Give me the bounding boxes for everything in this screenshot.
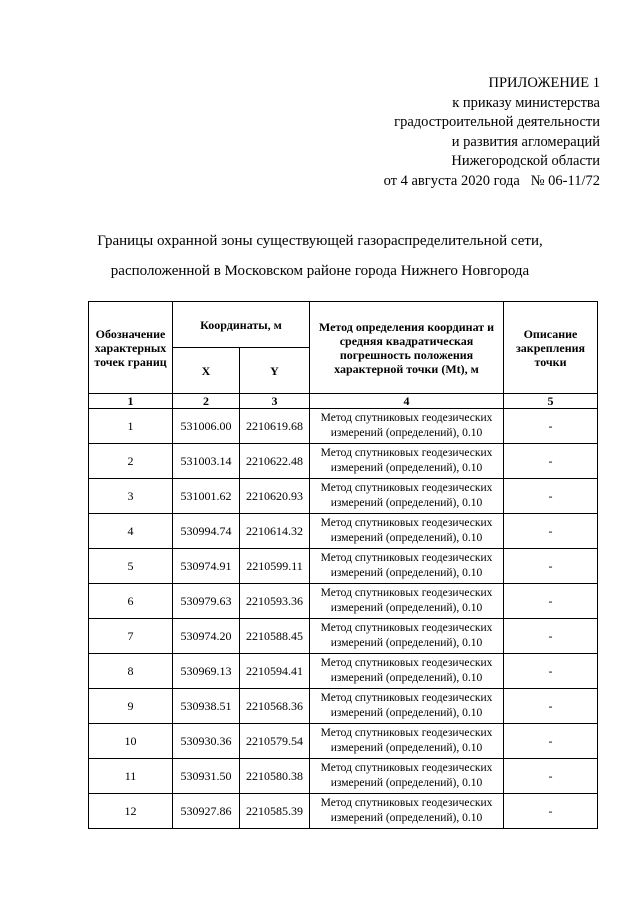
method-cell: Метод спутниковых геодезических измерений (определений), 0.10 bbox=[310, 619, 504, 654]
method-cell: Метод спутниковых геодезических измерений (определений), 0.10 bbox=[310, 759, 504, 794]
point-number: 7 bbox=[89, 619, 173, 654]
point-number: 8 bbox=[89, 654, 173, 689]
method-cell: Метод спутниковых геодезических измерений (определений), 0.10 bbox=[310, 654, 504, 689]
header-y: Y bbox=[240, 348, 310, 394]
table-row bbox=[89, 794, 598, 829]
point-number: 6 bbox=[89, 584, 173, 619]
column-number: 5 bbox=[504, 394, 598, 409]
method-cell: Метод спутниковых геодезических измерений (определений), 0.10 bbox=[310, 689, 504, 724]
table-row bbox=[89, 654, 598, 689]
coordinate-y: 2210620.93 bbox=[240, 479, 310, 514]
point-number: 11 bbox=[89, 759, 173, 794]
column-number: 4 bbox=[310, 394, 504, 409]
point-number: 10 bbox=[89, 724, 173, 759]
table-row bbox=[89, 479, 598, 514]
description-cell: - bbox=[504, 759, 598, 794]
appendix-header bbox=[384, 74, 600, 191]
appendix-line: Нижегородской области bbox=[451, 153, 600, 169]
description-cell: - bbox=[504, 514, 598, 549]
method-cell: Метод спутниковых геодезических измерений (определений), 0.10 bbox=[310, 409, 504, 444]
coordinate-y: 2210568.36 bbox=[240, 689, 310, 724]
appendix-line: и развития агломераций bbox=[451, 133, 600, 150]
coordinate-x: 530930.36 bbox=[173, 724, 240, 759]
description-cell: - bbox=[504, 619, 598, 654]
header-coordinates: Координаты, м bbox=[173, 302, 310, 348]
coordinate-y: 2210619.68 bbox=[240, 409, 310, 444]
table-row bbox=[89, 549, 598, 584]
description-cell: - bbox=[504, 444, 598, 479]
coordinate-y: 2210599.11 bbox=[240, 549, 310, 584]
column-number: 2 bbox=[173, 394, 240, 409]
coordinate-y: 2210580.38 bbox=[240, 759, 310, 794]
title-line-2: расположенной в Московском районе города Нижнего Новгорода bbox=[110, 263, 530, 279]
point-number: 4 bbox=[89, 514, 173, 549]
coordinate-x: 530994.74 bbox=[173, 514, 240, 549]
method-cell: Метод спутниковых геодезических измерений (определений), 0.10 bbox=[310, 444, 504, 479]
description-cell: - bbox=[504, 409, 598, 444]
method-cell: Метод спутниковых геодезических измерений (определений), 0.10 bbox=[310, 479, 504, 514]
appendix-line: к приказу министерства bbox=[452, 94, 600, 111]
coordinate-y: 2210593.36 bbox=[240, 584, 310, 619]
table-row bbox=[89, 759, 598, 794]
method-cell: Метод спутниковых геодезических измерений (определений), 0.10 bbox=[310, 794, 504, 829]
title-line-1: Границы охранной зоны существующей газораспределительной сети, bbox=[97, 233, 543, 249]
description-cell: - bbox=[504, 724, 598, 759]
appendix-order-date: от 4 августа 2020 года № 06-11/72 bbox=[383, 172, 600, 189]
table-row bbox=[89, 724, 598, 759]
coordinate-x: 531003.14 bbox=[173, 444, 240, 479]
column-number: 3 bbox=[240, 394, 310, 409]
coordinate-y: 2210579.54 bbox=[240, 724, 310, 759]
coordinate-y: 2210622.48 bbox=[240, 444, 310, 479]
point-number: 12 bbox=[89, 794, 173, 829]
coordinate-y: 2210614.32 bbox=[240, 514, 310, 549]
method-cell: Метод спутниковых геодезических измерений (определений), 0.10 bbox=[310, 584, 504, 619]
coordinate-x: 530931.50 bbox=[173, 759, 240, 794]
method-cell: Метод спутниковых геодезических измерений (определений), 0.10 bbox=[310, 514, 504, 549]
header-description: Описание закрепления точки bbox=[504, 302, 598, 394]
header-x: X bbox=[173, 348, 240, 394]
table-row bbox=[89, 514, 598, 549]
description-cell: - bbox=[504, 584, 598, 619]
coordinate-x: 530974.20 bbox=[173, 619, 240, 654]
point-number: 9 bbox=[89, 689, 173, 724]
point-number: 2 bbox=[89, 444, 173, 479]
point-number: 1 bbox=[89, 409, 173, 444]
table-row bbox=[89, 619, 598, 654]
description-cell: - bbox=[504, 654, 598, 689]
appendix-line: градостроительной деятельности bbox=[394, 114, 600, 130]
table-row bbox=[89, 689, 598, 724]
point-number: 3 bbox=[89, 479, 173, 514]
document-title bbox=[0, 226, 640, 286]
header-point: Обозначение характерных точек границ bbox=[89, 302, 173, 394]
coordinate-y: 2210594.41 bbox=[240, 654, 310, 689]
coordinate-x: 530979.63 bbox=[173, 584, 240, 619]
point-number: 5 bbox=[89, 549, 173, 584]
coordinate-y: 2210585.39 bbox=[240, 794, 310, 829]
description-cell: - bbox=[504, 794, 598, 829]
coordinate-x: 531006.00 bbox=[173, 409, 240, 444]
header-method: Метод определения координат и средняя квадратическая погрешность положения характерной точки (Mt), м bbox=[310, 302, 504, 394]
table-row bbox=[89, 444, 598, 479]
coordinate-x: 530969.13 bbox=[173, 654, 240, 689]
description-cell: - bbox=[504, 549, 598, 584]
coordinate-x: 531001.62 bbox=[173, 479, 240, 514]
coordinate-x: 530927.86 bbox=[173, 794, 240, 829]
method-cell: Метод спутниковых геодезических измерений (определений), 0.10 bbox=[310, 549, 504, 584]
table-row bbox=[89, 584, 598, 619]
coordinate-x: 530938.51 bbox=[173, 689, 240, 724]
coordinate-x: 530974.91 bbox=[173, 549, 240, 584]
method-cell: Метод спутниковых геодезических измерений (определений), 0.10 bbox=[310, 724, 504, 759]
description-cell: - bbox=[504, 479, 598, 514]
table-row bbox=[89, 409, 598, 444]
coordinates-table bbox=[88, 301, 598, 829]
appendix-title: ПРИЛОЖЕНИЕ 1 bbox=[488, 75, 600, 91]
column-number: 1 bbox=[89, 394, 173, 409]
coordinate-y: 2210588.45 bbox=[240, 619, 310, 654]
description-cell: - bbox=[504, 689, 598, 724]
